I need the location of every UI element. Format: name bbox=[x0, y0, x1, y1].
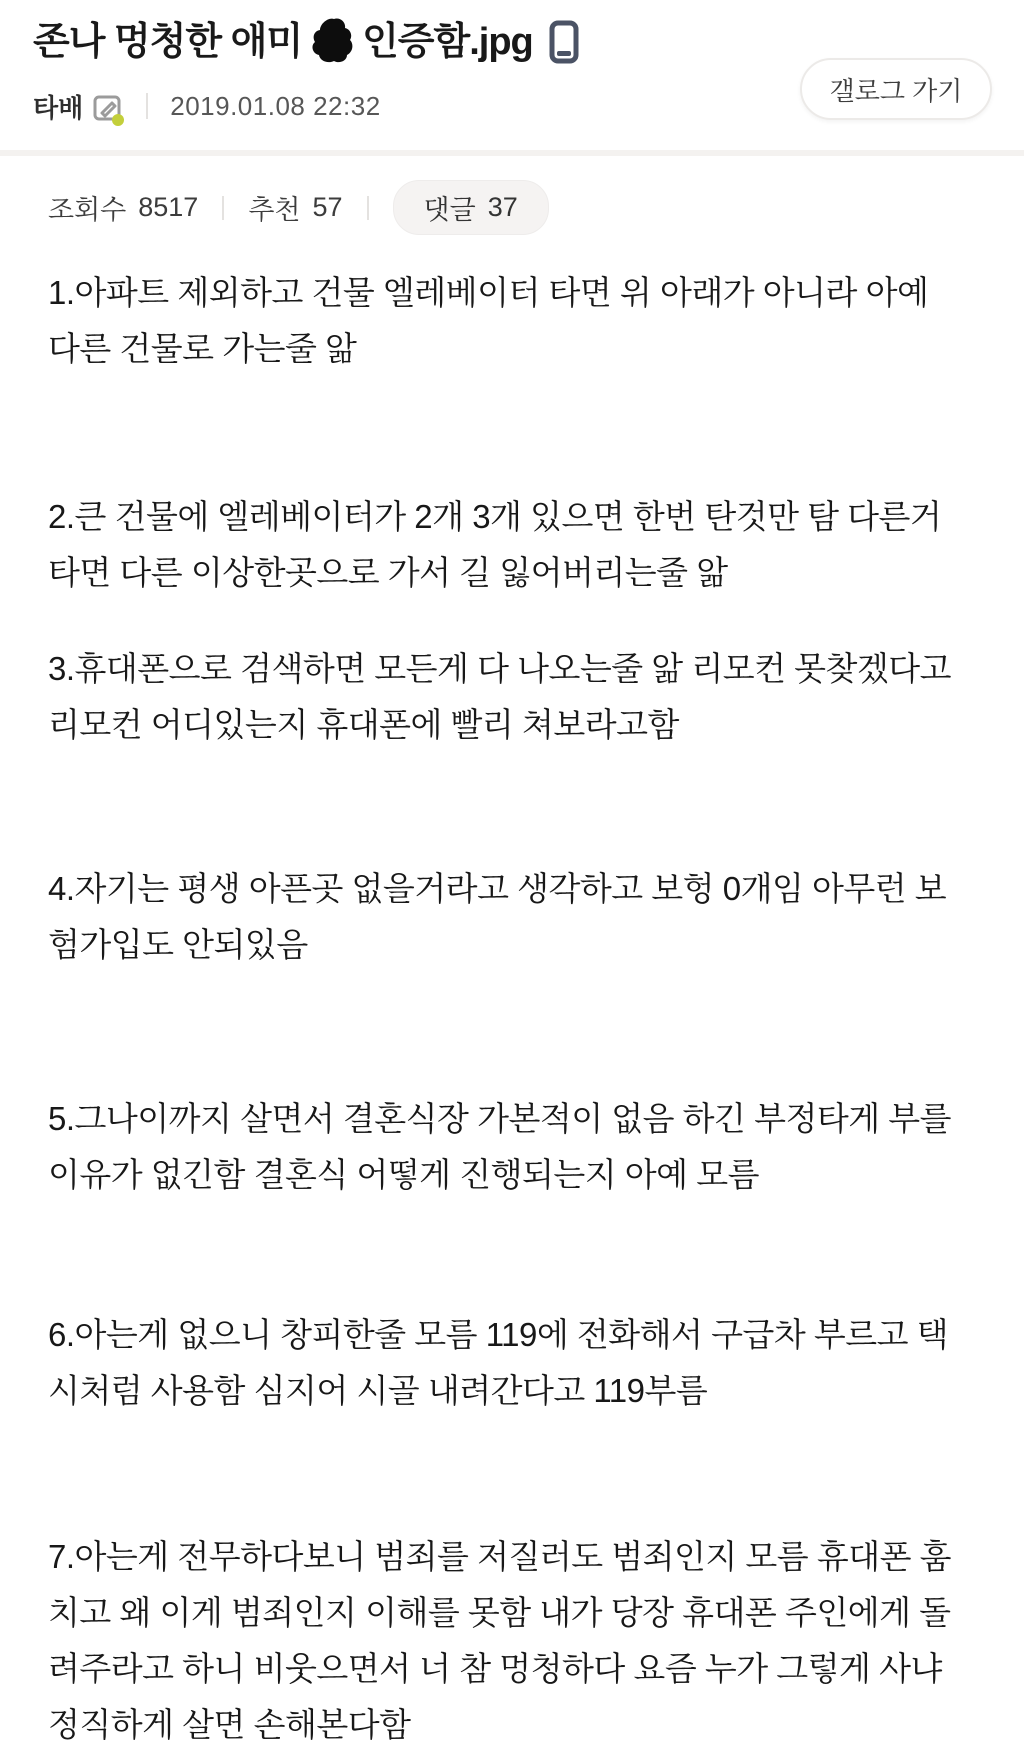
likes-stat bbox=[248, 188, 342, 227]
body-line: 험가입도 안되있음 bbox=[48, 926, 308, 963]
body-line: 6.아는게 없으니 창피한줄 모름 119에 전화해서 구급차 부르고 택 bbox=[48, 1316, 949, 1353]
post-title-suffix: 인증함.jpg bbox=[362, 21, 533, 63]
body-line: 치고 왜 이게 범죄인지 이해를 못함 내가 당장 휴대폰 주인에게 돌 bbox=[48, 1594, 951, 1631]
body-line: 7.아는게 전무하다보니 범죄를 저질러도 범죄인지 모름 휴대폰 훔 bbox=[48, 1538, 952, 1575]
body-line: 다른 건물로 가는줄 앎 bbox=[48, 330, 357, 367]
views-stat bbox=[48, 188, 198, 227]
likes-count: 57 bbox=[312, 192, 343, 222]
body-paragraph-5 bbox=[48, 1091, 1008, 1203]
stats-divider bbox=[367, 196, 369, 220]
body-paragraph-2 bbox=[48, 489, 1008, 601]
body-paragraph-6 bbox=[48, 1307, 1008, 1419]
mobile-phone-icon bbox=[549, 20, 579, 64]
gallog-button[interactable]: 갤로그 가기 bbox=[800, 58, 992, 120]
body-paragraph-7 bbox=[48, 1529, 1008, 1740]
body-line: 2.큰 건물에 엘레베이터가 2개 3개 있으면 한번 탄것만 탐 다른거 bbox=[48, 498, 942, 535]
body-line: 리모컨 어디있는지 휴대폰에 빨리 쳐보라고함 bbox=[48, 706, 679, 743]
body-line: 시처럼 사용함 심지어 시골 내려간다고 119부름 bbox=[48, 1372, 708, 1409]
post-body bbox=[48, 265, 1008, 1740]
views-label: 조회수 bbox=[48, 195, 127, 225]
gallog-icon[interactable] bbox=[92, 92, 124, 126]
post-date: 2019.01.08 22:32 bbox=[170, 90, 381, 121]
body-line: 이유가 없긴함 결혼식 어떻게 진행되는지 아예 모름 bbox=[48, 1156, 759, 1193]
author-name[interactable]: 타배 bbox=[33, 92, 84, 123]
views-count: 8517 bbox=[138, 192, 199, 222]
body-paragraph-4 bbox=[48, 861, 1008, 973]
censor-blob-icon bbox=[310, 18, 354, 66]
comments-count: 37 bbox=[487, 192, 518, 222]
stats-divider bbox=[222, 196, 224, 220]
body-line: 려주라고 하니 비웃으면서 너 참 멍청하다 요즘 누가 그렇게 사냐 bbox=[48, 1650, 942, 1687]
likes-label: 추천 bbox=[248, 195, 301, 225]
post-header bbox=[0, 0, 1024, 124]
body-line: 5.그나이까지 살면서 결혼식장 가본적이 없음 하긴 부정타게 부를 bbox=[48, 1100, 952, 1137]
body-paragraph-3 bbox=[48, 641, 1008, 753]
body-line: 정직하게 살면 손해본다함 bbox=[48, 1706, 411, 1740]
meta-divider bbox=[146, 93, 148, 119]
body-paragraph-1 bbox=[48, 265, 1008, 377]
comments-label: 댓글 bbox=[423, 195, 476, 225]
body-line: 1.아파트 제외하고 건물 엘레베이터 타면 위 아래가 아니라 아예 bbox=[48, 274, 929, 311]
body-line: 3.휴대폰으로 검색하면 모든게 다 나오는줄 앎 리모컨 못찾겠다고 bbox=[48, 650, 952, 687]
section-divider bbox=[0, 150, 1024, 156]
body-line: 타면 다른 이상한곳으로 가서 길 잃어버리는줄 앎 bbox=[48, 554, 728, 591]
comments-badge[interactable] bbox=[393, 180, 549, 235]
post-title-text: 존나 멍청한 애미 bbox=[33, 21, 303, 63]
stats-row bbox=[48, 180, 1024, 235]
body-line: 4.자기는 평생 아픈곳 없을거라고 생각하고 보헝 0개임 아무런 보 bbox=[48, 870, 947, 907]
